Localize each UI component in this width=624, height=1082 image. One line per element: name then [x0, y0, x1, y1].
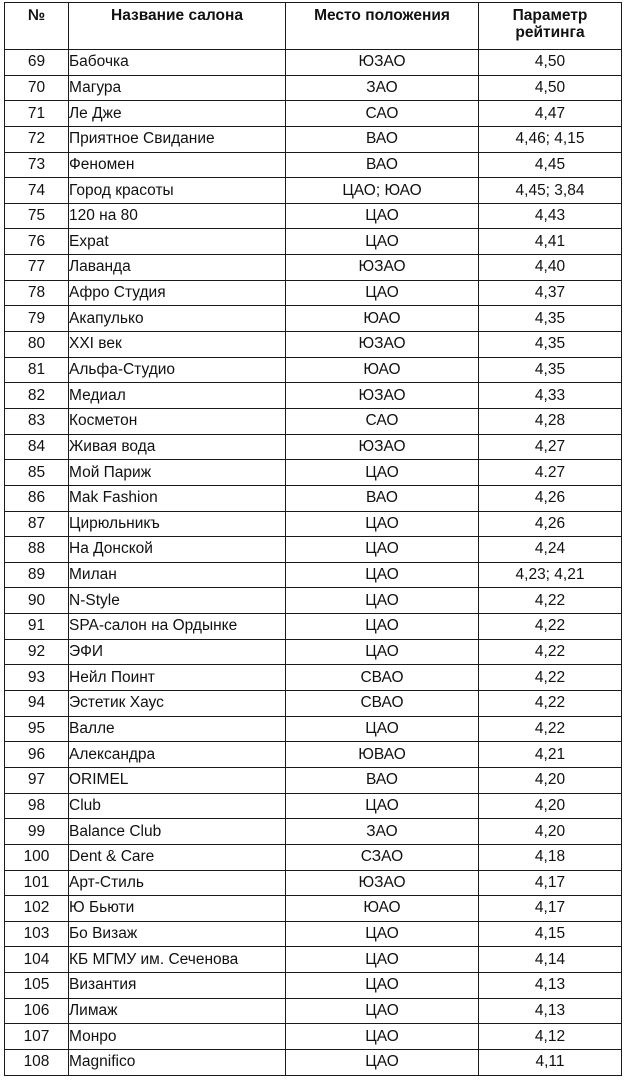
salon-location: ЦАО	[286, 1024, 479, 1050]
rating-value: 4,20	[479, 793, 622, 819]
rating-value: 4,47	[479, 101, 622, 127]
table-row	[5, 665, 622, 691]
salon-name: Милан	[69, 562, 286, 588]
salon-name: Лаванда	[69, 255, 286, 281]
salon-location: ЦАО	[286, 588, 479, 614]
salon-name: Цирюльникъ	[69, 511, 286, 537]
salon-name: SPA-салон на Ордынке	[69, 614, 286, 640]
salon-name: Ле Дже	[69, 101, 286, 127]
table-row	[5, 101, 622, 127]
salon-name: XXI век	[69, 332, 286, 358]
table-row	[5, 973, 622, 999]
table-row	[5, 562, 622, 588]
rating-value: 4,14	[479, 947, 622, 973]
salon-name: Арт-Стиль	[69, 870, 286, 896]
table-header	[5, 3, 622, 50]
salon-location: САО	[286, 101, 479, 127]
salon-name: Нейл Поинт	[69, 665, 286, 691]
salon-location: ЦАО	[286, 639, 479, 665]
salon-location: ЦАО	[286, 973, 479, 999]
table-row	[5, 408, 622, 434]
row-number: 72	[5, 126, 69, 152]
row-number: 74	[5, 178, 69, 204]
row-number: 80	[5, 332, 69, 358]
salon-location: СВАО	[286, 691, 479, 717]
salon-location: ЗАО	[286, 819, 479, 845]
row-number: 92	[5, 639, 69, 665]
rating-value: 4,41	[479, 229, 622, 255]
header-row	[5, 3, 622, 50]
rating-value: 4,22	[479, 716, 622, 742]
salon-location: ВАО	[286, 152, 479, 178]
rating-value: 4,12	[479, 1024, 622, 1050]
salon-name: Александра	[69, 742, 286, 768]
salon-location: ЦАО	[286, 614, 479, 640]
salon-location: СВАО	[286, 665, 479, 691]
rating-value: 4.27	[479, 460, 622, 486]
salon-location: ЮВАО	[286, 742, 479, 768]
salon-location: ЮЗАО	[286, 870, 479, 896]
salon-name: Афро Студия	[69, 280, 286, 306]
salon-location: ЦАО	[286, 280, 479, 306]
salon-name: Бабочка	[69, 50, 286, 76]
table-row	[5, 434, 622, 460]
salon-location: ЦАО	[286, 716, 479, 742]
salon-location: ЦАО	[286, 229, 479, 255]
salon-name: Город красоты	[69, 178, 286, 204]
row-number: 73	[5, 152, 69, 178]
table-row	[5, 588, 622, 614]
row-number: 76	[5, 229, 69, 255]
table-row	[5, 614, 622, 640]
header-rating-line2: рейтинга	[515, 24, 585, 41]
salon-name: Живая вода	[69, 434, 286, 460]
salon-name: Ю Бьюти	[69, 896, 286, 922]
salon-name: Медиал	[69, 383, 286, 409]
header-location: Место положения	[286, 3, 479, 50]
salon-name: Dent & Care	[69, 844, 286, 870]
row-number: 95	[5, 716, 69, 742]
salon-name: N-Style	[69, 588, 286, 614]
salon-location: ЦАО	[286, 998, 479, 1024]
rating-value: 4,21	[479, 742, 622, 768]
salon-location: ЮАО	[286, 357, 479, 383]
salon-location: ЦАО	[286, 203, 479, 229]
table-row	[5, 537, 622, 563]
table-row	[5, 742, 622, 768]
row-number: 81	[5, 357, 69, 383]
table-row	[5, 255, 622, 281]
rating-value: 4,45	[479, 152, 622, 178]
salon-name: Mak Fashion	[69, 485, 286, 511]
salon-location: ЦАО	[286, 793, 479, 819]
salon-name: Бо Визаж	[69, 921, 286, 947]
row-number: 103	[5, 921, 69, 947]
rating-value: 4,43	[479, 203, 622, 229]
row-number: 86	[5, 485, 69, 511]
table-row	[5, 357, 622, 383]
salon-location: ВАО	[286, 485, 479, 511]
salon-location: ЦАО	[286, 1049, 479, 1075]
salon-location: ЦАО	[286, 537, 479, 563]
row-number: 108	[5, 1049, 69, 1075]
salon-name: Альфа-Студио	[69, 357, 286, 383]
header-rating	[479, 3, 622, 50]
salon-name: Монро	[69, 1024, 286, 1050]
row-number: 105	[5, 973, 69, 999]
salon-name: 120 на 80	[69, 203, 286, 229]
salon-location: ЦАО	[286, 921, 479, 947]
table-row	[5, 511, 622, 537]
table-row	[5, 819, 622, 845]
salon-name: Акапулько	[69, 306, 286, 332]
salon-name: Магура	[69, 75, 286, 101]
row-number: 79	[5, 306, 69, 332]
row-number: 94	[5, 691, 69, 717]
header-number: №	[5, 3, 69, 50]
row-number: 78	[5, 280, 69, 306]
row-number: 70	[5, 75, 69, 101]
table-row	[5, 152, 622, 178]
rating-value: 4,46; 4,15	[479, 126, 622, 152]
rating-value: 4,13	[479, 998, 622, 1024]
rating-value: 4,26	[479, 485, 622, 511]
table-row	[5, 383, 622, 409]
salon-location: САО	[286, 408, 479, 434]
salon-name: Мой Париж	[69, 460, 286, 486]
rating-value: 4,20	[479, 767, 622, 793]
row-number: 89	[5, 562, 69, 588]
row-number: 88	[5, 537, 69, 563]
salon-location: ВАО	[286, 767, 479, 793]
rating-value: 4,22	[479, 588, 622, 614]
row-number: 97	[5, 767, 69, 793]
table-row	[5, 460, 622, 486]
rating-value: 4,35	[479, 357, 622, 383]
header-salon-name: Название салона	[69, 3, 286, 50]
rating-value: 4,18	[479, 844, 622, 870]
rating-value: 4,11	[479, 1049, 622, 1075]
table-row	[5, 998, 622, 1024]
salon-location: ЗАО	[286, 75, 479, 101]
salon-name: КБ МГМУ им. Сеченова	[69, 947, 286, 973]
salon-name: Косметон	[69, 408, 286, 434]
row-number: 90	[5, 588, 69, 614]
table-row	[5, 793, 622, 819]
salon-location: СЗАО	[286, 844, 479, 870]
rating-value: 4,24	[479, 537, 622, 563]
salon-name: ЭФИ	[69, 639, 286, 665]
rating-value: 4,35	[479, 306, 622, 332]
table-row	[5, 485, 622, 511]
table-row	[5, 229, 622, 255]
table-row	[5, 178, 622, 204]
header-rating-line1: Параметр	[512, 7, 588, 24]
row-number: 71	[5, 101, 69, 127]
salon-location: ЮЗАО	[286, 434, 479, 460]
salon-name: Expat	[69, 229, 286, 255]
rating-value: 4,22	[479, 665, 622, 691]
salon-name: Приятное Свидание	[69, 126, 286, 152]
rating-value: 4,37	[479, 280, 622, 306]
table-row	[5, 1049, 622, 1075]
salon-name: Magnifico	[69, 1049, 286, 1075]
rating-value: 4,27	[479, 434, 622, 460]
salon-name: Balance Club	[69, 819, 286, 845]
table-row	[5, 896, 622, 922]
rating-value: 4,22	[479, 614, 622, 640]
row-number: 107	[5, 1024, 69, 1050]
salon-name: Эстетик Хаус	[69, 691, 286, 717]
table-row	[5, 332, 622, 358]
row-number: 99	[5, 819, 69, 845]
row-number: 75	[5, 203, 69, 229]
row-number: 69	[5, 50, 69, 76]
table-row	[5, 280, 622, 306]
table-row	[5, 870, 622, 896]
rating-value: 4,40	[479, 255, 622, 281]
rating-value: 4,20	[479, 819, 622, 845]
table-row	[5, 50, 622, 76]
salon-name: Феномен	[69, 152, 286, 178]
table-row	[5, 75, 622, 101]
row-number: 85	[5, 460, 69, 486]
row-number: 84	[5, 434, 69, 460]
rating-value: 4,33	[479, 383, 622, 409]
salon-location: ЦАО	[286, 511, 479, 537]
row-number: 106	[5, 998, 69, 1024]
salon-location: ЦАО	[286, 562, 479, 588]
row-number: 100	[5, 844, 69, 870]
row-number: 96	[5, 742, 69, 768]
salon-location: ЮАО	[286, 896, 479, 922]
rating-value: 4,15	[479, 921, 622, 947]
salon-location: ЮАО	[286, 306, 479, 332]
table-row	[5, 691, 622, 717]
rating-value: 4,22	[479, 691, 622, 717]
rating-value: 4,13	[479, 973, 622, 999]
salon-rating-table	[4, 2, 622, 1076]
row-number: 93	[5, 665, 69, 691]
rating-value: 4,28	[479, 408, 622, 434]
rating-value: 4,23; 4,21	[479, 562, 622, 588]
salon-name: Византия	[69, 973, 286, 999]
rating-value: 4,17	[479, 896, 622, 922]
salon-location: ЦАО; ЮАО	[286, 178, 479, 204]
row-number: 101	[5, 870, 69, 896]
row-number: 77	[5, 255, 69, 281]
table-row	[5, 947, 622, 973]
salon-name: ORIMEL	[69, 767, 286, 793]
row-number: 83	[5, 408, 69, 434]
table-row	[5, 1024, 622, 1050]
rating-value: 4,22	[479, 639, 622, 665]
salon-location: ВАО	[286, 126, 479, 152]
salon-name: Валле	[69, 716, 286, 742]
rating-value: 4,45; 3,84	[479, 178, 622, 204]
table-row	[5, 306, 622, 332]
table-row	[5, 203, 622, 229]
table-body	[5, 50, 622, 1076]
salon-location: ЮЗАО	[286, 383, 479, 409]
salon-name: Лимаж	[69, 998, 286, 1024]
table-row	[5, 767, 622, 793]
table-row	[5, 639, 622, 665]
row-number: 98	[5, 793, 69, 819]
salon-location: ЮЗАО	[286, 332, 479, 358]
salon-location: ЦАО	[286, 460, 479, 486]
row-number: 91	[5, 614, 69, 640]
rating-value: 4,26	[479, 511, 622, 537]
salon-name: Club	[69, 793, 286, 819]
salon-name: На Донской	[69, 537, 286, 563]
table-row	[5, 716, 622, 742]
row-number: 102	[5, 896, 69, 922]
table-row	[5, 126, 622, 152]
salon-location: ЮЗАО	[286, 255, 479, 281]
rating-value: 4,17	[479, 870, 622, 896]
rating-value: 4,50	[479, 75, 622, 101]
salon-location: ЮЗАО	[286, 50, 479, 76]
rating-value: 4,50	[479, 50, 622, 76]
row-number: 104	[5, 947, 69, 973]
table-row	[5, 844, 622, 870]
rating-value: 4,35	[479, 332, 622, 358]
row-number: 87	[5, 511, 69, 537]
table-row	[5, 921, 622, 947]
row-number: 82	[5, 383, 69, 409]
salon-location: ЦАО	[286, 947, 479, 973]
